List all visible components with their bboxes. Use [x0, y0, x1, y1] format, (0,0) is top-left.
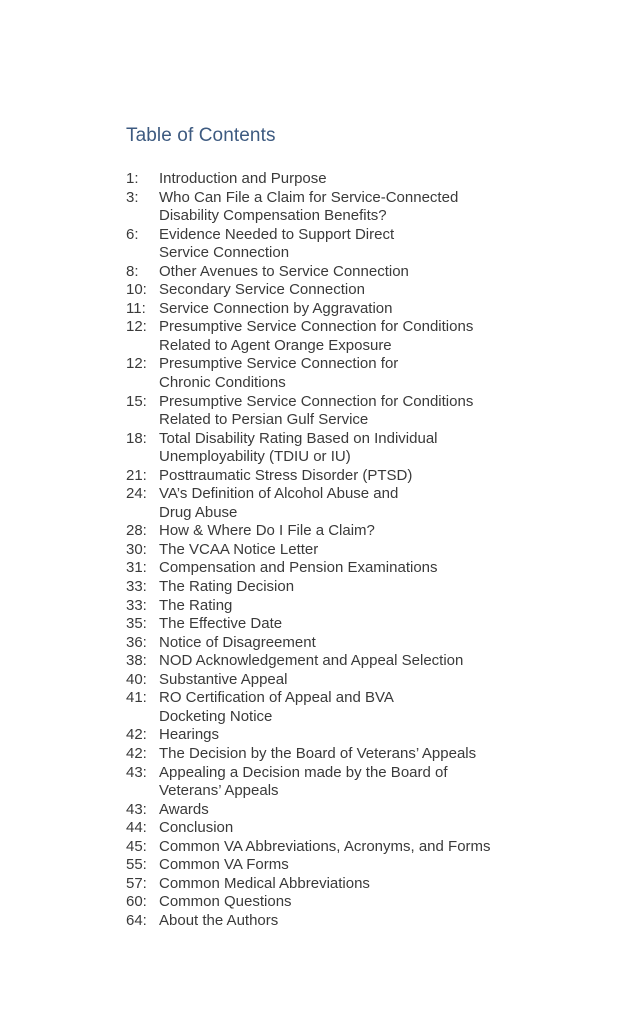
toc-entry-title: [159, 671, 606, 690]
toc-entry-title: [159, 393, 606, 430]
toc-page-number: 36:: [126, 633, 147, 651]
toc-entry-line: Evidence Needed to Support Direct: [159, 225, 395, 243]
toc-entry: [126, 893, 606, 912]
toc-entry-line: Notice of Disagreement: [159, 633, 316, 651]
toc-entry-line: Hearings: [159, 726, 220, 744]
toc-entry-line: Drug Abuse: [159, 503, 238, 521]
toc-entry: [126, 541, 606, 560]
toc-entry-line: The Rating: [159, 596, 233, 614]
toc-entry: [126, 801, 606, 820]
toc-entry-title: [159, 226, 606, 263]
toc-page-number: 30:: [126, 540, 147, 558]
toc-page-number: 15:: [126, 392, 147, 410]
toc-entry-title: [159, 764, 606, 801]
toc-page-number: 21:: [126, 466, 147, 484]
toc-page-number: 57:: [126, 874, 147, 892]
toc-entry: [126, 467, 606, 486]
table-of-contents: [126, 124, 606, 930]
toc-entry-title: [159, 875, 606, 894]
toc-page-number: 24:: [126, 485, 147, 503]
toc-page-number: 28:: [126, 522, 147, 540]
toc-page-number: 40:: [126, 670, 147, 688]
toc-entry: [126, 393, 606, 430]
toc-page-number: 60:: [126, 893, 147, 911]
toc-entry-line: Appealing a Decision made by the Board of: [159, 763, 448, 781]
toc-entry-title: [159, 467, 606, 486]
toc-entry-line: About the Authors: [159, 911, 279, 929]
toc-entry-line: Common VA Forms: [159, 856, 289, 874]
toc-entry-line: Presumptive Service Connection for: [159, 355, 399, 373]
toc-entry: [126, 559, 606, 578]
toc-page-number: 33:: [126, 578, 147, 596]
toc-page-number: 43:: [126, 763, 147, 781]
toc-entry: [126, 726, 606, 745]
toc-entry-line: The VCAA Notice Letter: [159, 540, 319, 558]
toc-entry-title: [159, 726, 606, 745]
toc-entry-line: Secondary Service Connection: [159, 281, 365, 299]
toc-entry: [126, 838, 606, 857]
toc-entry-title: [159, 634, 606, 653]
toc-entry-title: [159, 355, 606, 392]
toc-entry-line: Unemployability (TDIU or IU): [159, 448, 351, 466]
toc-entry-line: Service Connection: [159, 244, 290, 262]
toc-entry-title: [159, 430, 606, 467]
toc-entry: [126, 522, 606, 541]
toc-entry-title: [159, 801, 606, 820]
toc-page-number: 44:: [126, 819, 147, 837]
toc-entry-title: [159, 578, 606, 597]
toc-page-number: 55:: [126, 856, 147, 874]
toc-page-number: 64:: [126, 911, 147, 929]
toc-page-number: 6:: [126, 225, 139, 243]
toc-page-number: 3:: [126, 188, 139, 206]
toc-page-number: 45:: [126, 837, 147, 855]
toc-entry: [126, 263, 606, 282]
toc-page-number: 8:: [126, 262, 139, 280]
toc-entry: [126, 430, 606, 467]
toc-entry-line: Other Avenues to Service Connection: [159, 262, 409, 280]
toc-entry: [126, 170, 606, 189]
toc-entry-title: [159, 745, 606, 764]
toc-entry-line: Docketing Notice: [159, 707, 273, 725]
toc-entry-line: Service Connection by Aggravation: [159, 299, 393, 317]
toc-entry: [126, 856, 606, 875]
toc-entry: [126, 615, 606, 634]
toc-entry-line: Veterans’ Appeals: [159, 782, 279, 800]
toc-title: Table of Contents: [126, 125, 276, 146]
toc-entry-title: [159, 893, 606, 912]
toc-entry: [126, 764, 606, 801]
toc-entry-line: The Effective Date: [159, 615, 283, 633]
toc-entry-line: Related to Persian Gulf Service: [159, 411, 369, 429]
toc-entry-line: The Rating Decision: [159, 578, 295, 596]
toc-entry-title: [159, 856, 606, 875]
toc-page-number: 43:: [126, 800, 147, 818]
toc-entry-line: Substantive Appeal: [159, 670, 288, 688]
toc-entry-line: Conclusion: [159, 819, 234, 837]
toc-list: [126, 170, 606, 930]
toc-page-number: 38:: [126, 652, 147, 670]
toc-entry: [126, 318, 606, 355]
toc-entry: [126, 819, 606, 838]
toc-entry-title: [159, 485, 606, 522]
toc-entry: [126, 634, 606, 653]
toc-page-number: 42:: [126, 726, 147, 744]
toc-entry-line: Awards: [159, 800, 209, 818]
toc-entry-line: RO Certification of Appeal and BVA: [159, 689, 394, 707]
toc-entry-line: Disability Compensation Benefits?: [159, 207, 387, 225]
toc-entry-title: [159, 615, 606, 634]
toc-page-number: 11:: [126, 299, 146, 317]
toc-entry: [126, 281, 606, 300]
toc-page-number: 42:: [126, 744, 147, 762]
toc-entry: [126, 578, 606, 597]
toc-entry: [126, 226, 606, 263]
toc-entry-line: Chronic Conditions: [159, 374, 286, 392]
toc-entry-title: [159, 281, 606, 300]
toc-entry-line: Common Questions: [159, 893, 292, 911]
toc-entry-line: Presumptive Service Connection for Conditions: [159, 392, 474, 410]
toc-entry-line: Posttraumatic Stress Disorder (PTSD): [159, 466, 413, 484]
toc-entry: [126, 597, 606, 616]
toc-entry: [126, 300, 606, 319]
toc-entry: [126, 689, 606, 726]
toc-entry: [126, 189, 606, 226]
toc-entry-line: How & Where Do I File a Claim?: [159, 522, 375, 540]
toc-entry-title: [159, 597, 606, 616]
toc-entry-title: [159, 912, 606, 931]
toc-page-number: 33:: [126, 596, 147, 614]
toc-entry-title: [159, 819, 606, 838]
toc-entry-title: [159, 559, 606, 578]
toc-entry-line: Related to Agent Orange Exposure: [159, 336, 392, 354]
toc-entry: [126, 875, 606, 894]
toc-page-number: 1:: [126, 170, 139, 187]
toc-entry-title: [159, 263, 606, 282]
toc-page-number: 41:: [126, 689, 147, 707]
toc-page-number: 12:: [126, 318, 147, 336]
toc-entry-title: [159, 318, 606, 355]
toc-entry-title: [159, 522, 606, 541]
toc-entry-title: [159, 170, 606, 189]
toc-entry: [126, 912, 606, 931]
toc-page-number: 12:: [126, 355, 147, 373]
toc-entry-line: NOD Acknowledgement and Appeal Selection: [159, 652, 464, 670]
toc-entry-line: Presumptive Service Connection for Conditions: [159, 318, 474, 336]
toc-entry-title: [159, 689, 606, 726]
toc-entry-line: Common VA Abbreviations, Acronyms, and Forms: [159, 837, 491, 855]
toc-entry: [126, 745, 606, 764]
toc-entry: [126, 652, 606, 671]
toc-entry: [126, 355, 606, 392]
toc-entry-title: [159, 541, 606, 560]
toc-entry-title: [159, 300, 606, 319]
toc-entry-title: [159, 652, 606, 671]
toc-page-number: 10:: [126, 281, 147, 299]
toc-page-number: 35:: [126, 615, 147, 633]
toc-entry-line: The Decision by the Board of Veterans’ Appeals: [159, 744, 477, 762]
toc-entry-line: Who Can File a Claim for Service-Connected: [159, 188, 459, 206]
toc-entry-line: VA’s Definition of Alcohol Abuse and: [159, 485, 399, 503]
toc-entry-line: Compensation and Pension Examinations: [159, 559, 438, 577]
toc-entry-line: Total Disability Rating Based on Individual: [159, 429, 438, 447]
toc-entry: [126, 485, 606, 522]
toc-page-number: 31:: [126, 559, 147, 577]
toc-entry-line: Introduction and Purpose: [159, 170, 327, 187]
toc-entry-title: [159, 189, 606, 226]
toc-entry-line: Common Medical Abbreviations: [159, 874, 370, 892]
toc-page-number: 18:: [126, 429, 147, 447]
toc-entry-title: [159, 838, 606, 857]
toc-entry: [126, 671, 606, 690]
